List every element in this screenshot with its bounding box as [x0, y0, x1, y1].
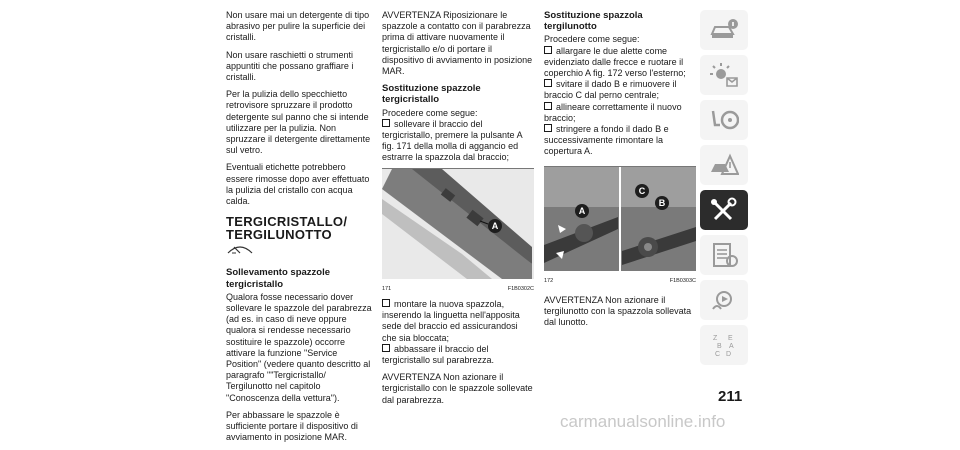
paragraph: Non usare raschietti o strumenti appuntiti che possano graffiare i cristalli. [226, 49, 354, 83]
intro-text: Procedere come segue: [382, 107, 478, 118]
step-item: sollevare il braccio del tergicristallo, premere la pulsante A fig. 171 della molla di aggancio ed estrarre la spazzola dal braccio; [382, 118, 523, 163]
subheading: Sostituzione spazzola tergilunotto [544, 10, 643, 33]
nav-index[interactable] [700, 325, 748, 365]
svg-text:E: E [728, 335, 733, 342]
wiper-symbol-icon [226, 244, 254, 254]
wiper-blade-illustration [382, 169, 534, 279]
figure-label-b: B [658, 197, 666, 208]
specs-sheet-icon [709, 242, 739, 268]
figure-caption [382, 282, 534, 295]
figure-code: F1B0303C [669, 277, 696, 284]
step-item: allineare correttamente il nuovo braccio; [544, 101, 682, 123]
warning-text: AVVERTENZA Non azionare il tergilunotto con la spazzola sollevata dal lunotto. [544, 295, 692, 328]
figure-label-c: C [638, 185, 646, 196]
svg-text:A: A [729, 343, 734, 350]
chapter-sidebar [700, 10, 756, 370]
figure-label-a: A [578, 205, 586, 216]
svg-text:C: C [715, 351, 721, 358]
svg-text:Z: Z [713, 335, 718, 342]
bullet-box-icon [382, 299, 390, 307]
rear-wiper-illustration [544, 167, 696, 271]
figure-number: 171 [382, 285, 392, 292]
wrench-icon [709, 197, 739, 223]
nav-seat-steering[interactable] [700, 100, 748, 140]
column-1 [226, 10, 374, 450]
bullet-box-icon [544, 79, 552, 87]
seat-steering-icon [709, 107, 739, 133]
svg-text:B: B [717, 343, 722, 350]
step-item: abbassare il braccio del tergicristallo sul parabrezza. [382, 343, 495, 366]
page-number: 211 [718, 388, 743, 405]
svg-text:D: D [726, 351, 732, 358]
index-icon [709, 332, 739, 358]
bullet-box-icon [382, 344, 390, 352]
figure-label-a: A [491, 220, 499, 231]
figure-caption [544, 274, 696, 287]
bullet-box-icon [544, 124, 552, 132]
nav-dashboard-lights[interactable] [700, 55, 748, 95]
column-3 [544, 10, 696, 335]
intro-text: Procedere come segue: [544, 34, 640, 45]
subheading: Sollevamento spazzole tergicristallo [226, 267, 331, 290]
nav-car-info[interactable] [700, 10, 748, 50]
step-item: allargare le due alette come evidenziato dalle frecce e ruotare il coperchio A fig. 172 verso l'esterno; [544, 45, 686, 79]
figure-171 [382, 168, 534, 295]
figure-number: 172 [544, 277, 554, 284]
nav-multimedia[interactable] [700, 280, 748, 320]
paragraph: Eventuali etichette potrebbero essere rimosse dopo aver effettuato la pulizia del cristallo con acqua calda. [226, 162, 370, 207]
dashboard-lights-icon [709, 62, 739, 88]
column-2 [382, 10, 534, 412]
bullet-box-icon [544, 102, 552, 110]
warning-text: AVVERTENZA Riposizionare le spazzole a contatto con il parabrezza prima di attivare nuovamente il tergicristallo e/o di portare il dispositivo di avviamento in posizione MAR. [382, 10, 533, 77]
paragraph: Qualora fosse necessario dover sollevare le spazzole del parabrezza (ad es. in caso di neve oppure qualora si rendesse necessario sostituire le spazzole) occorre attivare la funzione "Service Position" (vedere quanto descritto al paragrafo ""Tergicristallo/ Tergilunotto nel capitolo "Conoscenza della vettura"). [226, 291, 372, 403]
section-title: TERGICRISTALLO/ TERGILUNOTTO [226, 214, 348, 243]
subheading: Sostituzione spazzole tergicristallo [382, 83, 481, 106]
nav-maintenance[interactable] [700, 190, 748, 230]
watermark: carmanualsonline.info [560, 412, 726, 431]
bullet-box-icon [382, 119, 390, 127]
bullet-box-icon [544, 46, 552, 54]
step-item: stringere a fondo il dado B e successivamente rimontare la copertura A. [544, 124, 669, 157]
figure-code: F1B0302C [507, 285, 534, 292]
step-item: montare la nuova spazzola, inserendo la linguetta nell'apposita sede del braccio ed assicurandosi che sia bloccata; [382, 299, 520, 343]
paragraph: Per la pulizia dello specchietto retrovisore spruzzare il prodotto detergente sul panno che si intende utilizzare per la pulizia. Non spruzzare il detergente direttamente sul vetro. [226, 89, 371, 156]
nav-emergency[interactable] [700, 145, 748, 185]
multimedia-icon [709, 287, 739, 313]
warning-triangle-icon [709, 152, 739, 178]
car-info-icon [709, 17, 739, 43]
warning-text: AVVERTENZA Non azionare il tergicristallo con le spazzole sollevate dal parabrezza. [382, 372, 533, 405]
paragraph: Per abbassare le spazzole è sufficiente portare il dispositivo di avviamento in posizione MAR. [226, 409, 358, 443]
nav-specs[interactable] [700, 235, 748, 275]
paragraph: Non usare mai un detergente di tipo abrasivo per pulire la superficie dei cristalli. [226, 10, 370, 43]
step-item: svitare il dado B e rimuovere il braccio C dal perno centrale; [544, 79, 677, 101]
figure-172 [544, 166, 696, 287]
